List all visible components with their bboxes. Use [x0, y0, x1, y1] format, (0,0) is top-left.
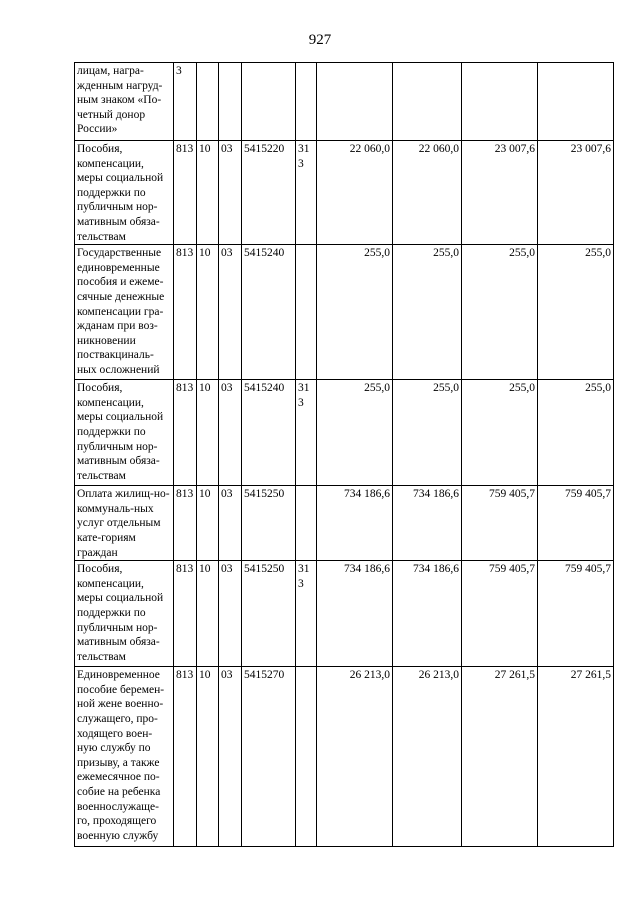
section-code: 10 [197, 667, 219, 847]
target-article-code: 5415250 [242, 486, 296, 561]
value-2: 734 186,6 [393, 561, 462, 667]
subsection-code: 03 [219, 486, 242, 561]
row-name: Единовременное пособие беремен-ной жене военно-служащего, про-ходящего воен-ную службу по призыву, а также ежемесячное по-собие на ребенка военнослужаще-го, проходящего военную службу [75, 667, 174, 847]
page-number: 927 [308, 32, 332, 48]
target-article-code: 5415220 [242, 141, 296, 245]
target-article-code [242, 63, 296, 141]
ministry-code: 813 [174, 561, 197, 667]
subsection-code [219, 63, 242, 141]
value-1: 255,0 [317, 245, 393, 380]
value-2: 26 213,0 [393, 667, 462, 847]
ministry-code: 813 [174, 141, 197, 245]
subsection-code: 03 [219, 245, 242, 380]
value-3: 23 007,6 [462, 141, 538, 245]
expense-type-code: 313 [296, 141, 317, 245]
section-code: 10 [197, 561, 219, 667]
value-3 [462, 63, 538, 141]
value-1: 255,0 [317, 380, 393, 486]
subsection-code: 03 [219, 141, 242, 245]
section-code: 10 [197, 380, 219, 486]
value-4: 255,0 [538, 380, 614, 486]
table-row [75, 667, 614, 847]
expense-type-code: 313 [296, 380, 317, 486]
row-name: Пособия, компенсации, меры социальной поддержки по публичным нор-мативным обяза-тельствам [75, 561, 174, 667]
value-1: 26 213,0 [317, 667, 393, 847]
ministry-code: 813 [174, 245, 197, 380]
table-row [75, 141, 614, 245]
row-name: лицам, награ-жденным нагруд-ным знаком «По-четный донор России» [75, 63, 174, 141]
row-name: Пособия, компенсации, меры социальной поддержки по публичным нор-мативным обяза-тельствам [75, 380, 174, 486]
expense-type-code [296, 63, 317, 141]
section-code: 10 [197, 141, 219, 245]
value-3: 759 405,7 [462, 561, 538, 667]
value-4: 27 261,5 [538, 667, 614, 847]
value-2: 734 186,6 [393, 486, 462, 561]
value-3: 759 405,7 [462, 486, 538, 561]
table-row [75, 561, 614, 667]
value-4: 759 405,7 [538, 486, 614, 561]
value-3: 27 261,5 [462, 667, 538, 847]
expense-type-code [296, 486, 317, 561]
value-4: 255,0 [538, 245, 614, 380]
table-row [75, 380, 614, 486]
target-article-code: 5415250 [242, 561, 296, 667]
table-row [75, 245, 614, 380]
value-4: 23 007,6 [538, 141, 614, 245]
expense-type-code: 313 [296, 561, 317, 667]
row-name: Оплата жилищ-но-коммуналь-ных услуг отдельным кате-гориям граждан [75, 486, 174, 561]
subsection-code: 03 [219, 667, 242, 847]
ministry-code: 813 [174, 380, 197, 486]
value-2 [393, 63, 462, 141]
value-2: 255,0 [393, 380, 462, 486]
subsection-code: 03 [219, 380, 242, 486]
ministry-code: 813 [174, 486, 197, 561]
target-article-code: 5415240 [242, 245, 296, 380]
subsection-code: 03 [219, 561, 242, 667]
ministry-code: 813 [174, 667, 197, 847]
section-code [197, 63, 219, 141]
value-1: 22 060,0 [317, 141, 393, 245]
value-1 [317, 63, 393, 141]
budget-table-body [75, 63, 614, 847]
expense-type-code [296, 245, 317, 380]
budget-table [74, 62, 614, 847]
table-row [75, 486, 614, 561]
expense-type-code [296, 667, 317, 847]
section-code: 10 [197, 486, 219, 561]
target-article-code: 5415240 [242, 380, 296, 486]
value-4 [538, 63, 614, 141]
value-4: 759 405,7 [538, 561, 614, 667]
ministry-code: 3 [174, 63, 197, 141]
value-1: 734 186,6 [317, 561, 393, 667]
value-2: 22 060,0 [393, 141, 462, 245]
value-3: 255,0 [462, 245, 538, 380]
row-name: Пособия, компенсации, меры социальной поддержки по публичным нор-мативным обяза-тельствам [75, 141, 174, 245]
value-3: 255,0 [462, 380, 538, 486]
value-2: 255,0 [393, 245, 462, 380]
row-name: Государственные единовременные пособия и ежеме-сячные денежные компенсации гра-жданам при воз-никновении поствакциналь-ных осложнений [75, 245, 174, 380]
table-row [75, 63, 614, 141]
target-article-code: 5415270 [242, 667, 296, 847]
section-code: 10 [197, 245, 219, 380]
value-1: 734 186,6 [317, 486, 393, 561]
